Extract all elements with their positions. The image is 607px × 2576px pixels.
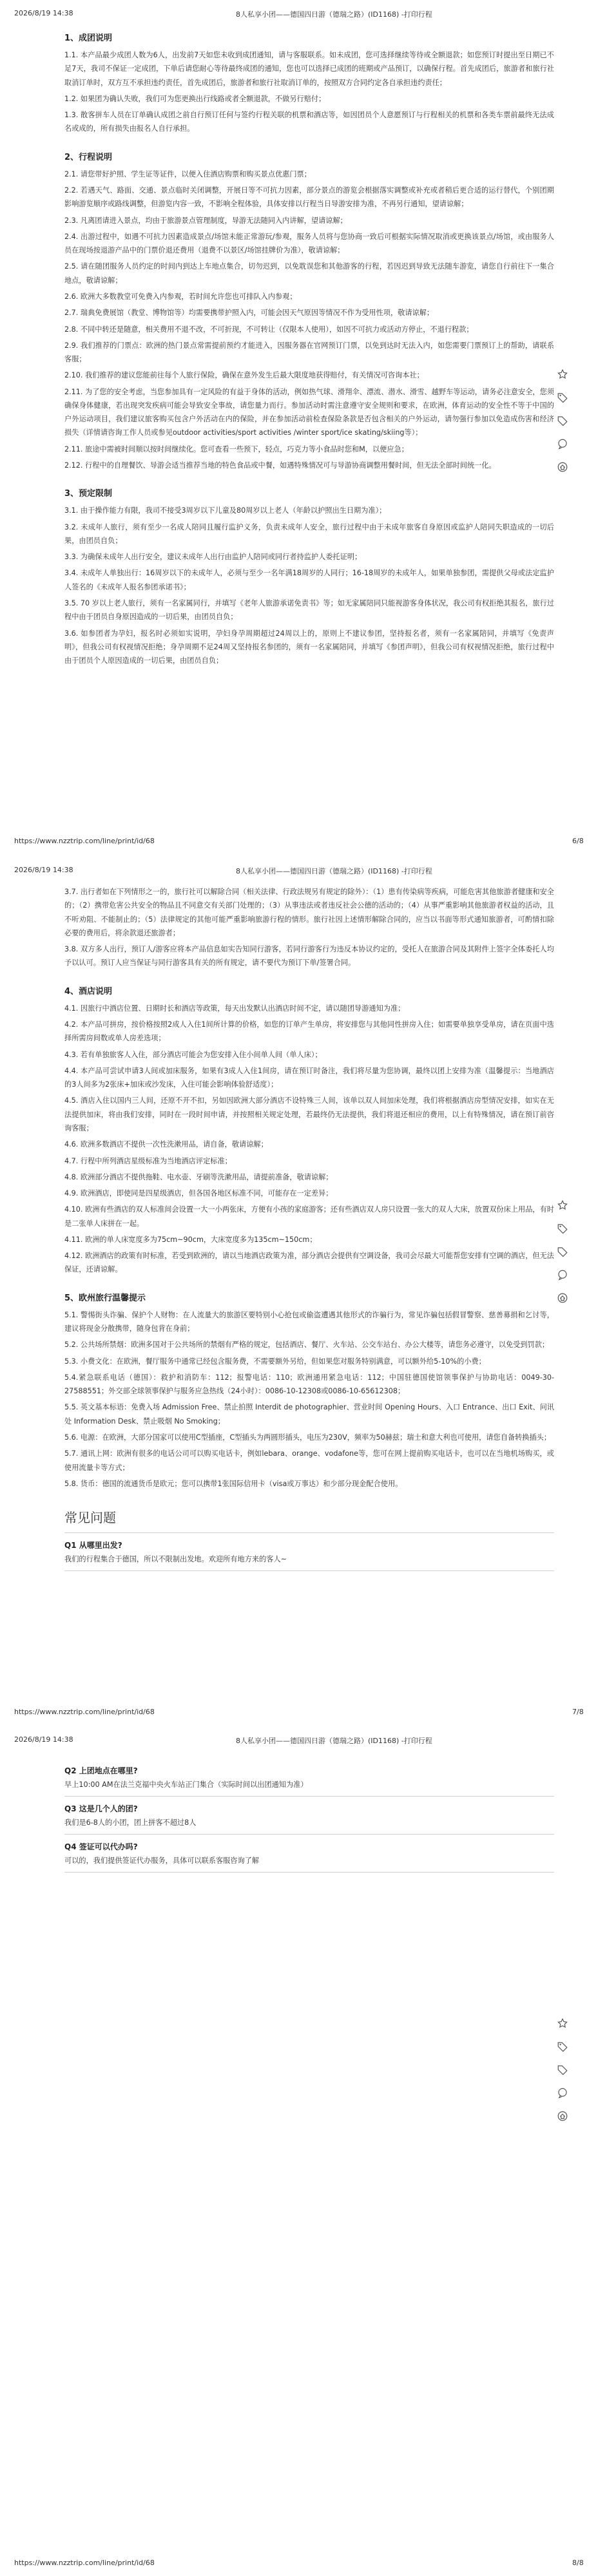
s4-item: 4.9. 欧洲酒店，即使同是四星级酒店，但各国各地区标准不同，可能存在一定差异；	[64, 1189, 333, 1198]
star-icon[interactable]	[555, 1198, 570, 1212]
tag-icon[interactable]	[555, 1221, 570, 1236]
s5-item: 5.4.紧急联系电话（德国）：救护和消防车：112；报警电话：110；欧洲通用紧急电话：112；中国驻德国使馆领事保护与协助电话：0049-30-27588551；外交部全球领事保护与服务应急热线（24小时）：0086-10-12308或0086-10-65612308；	[64, 1373, 554, 1396]
page-7-body	[64, 885, 554, 1576]
section-4-title: 4、酒店说明	[64, 986, 113, 997]
s2-item: 2.1. 请您带好护照、学生证等证件，以便入住酒店购票和购买景点优惠门票；	[64, 169, 311, 178]
print-url: https://www.nzztrip.com/line/print/id/68	[14, 1708, 155, 1716]
home-icon[interactable]	[555, 460, 570, 474]
side-toolbar-3	[554, 2016, 571, 2123]
s2-item: 2.3. 凡离团请进入景点，均由于旅游景点管理制度，导游无法随同入内讲解，望请谅解；	[64, 216, 347, 225]
page-8-body	[64, 1759, 554, 1878]
page-number: 7/8	[572, 1708, 584, 1716]
faq-answer: 我们的行程集合于德国，所以不限制出发地。欢迎所有地方来的客人~	[64, 1555, 287, 1564]
s4-item: 4.12. 欧洲酒店的政策有时标准，若受到欧洲的，请以当地酒店政策为准，部分酒店会提供有空调设备，我司会尽最大可能帮您安排有空调的酒店，但无法保证，还请谅解。	[64, 1252, 554, 1274]
s5-item: 5.7. 通讯上网：欧洲有很多的电话公司可以购买电话卡，例如lebara、orange、vodafone等，您可在网上提前购买电话卡，也可以在当地机场购买，或使用流量卡等方式；	[64, 1449, 554, 1472]
home-icon[interactable]	[555, 1291, 570, 1305]
side-toolbar-1	[554, 367, 571, 474]
s2-item: 2.7. 瑞典免费展馆（教堂、博物馆等）均需要携带护照入内，可能会因天气原因等情况不作为受用性项，敬请谅解；	[64, 309, 434, 318]
s4-item: 4.6. 欧洲多数酒店不提供一次性洗漱用品，请自备，敬请谅解；	[64, 1140, 268, 1149]
s3-item: 3.4. 未成年人单独出行：16周岁以下的未成年人，必须与至少一名年满18周岁的人同行；16-18周岁的未成年人，如果单独参团，需提供父母或法定监护人签名的《未成年人报名参团承诺书》；	[64, 569, 554, 591]
faq-answer: 我们是6-8人的小团，团上拼客不超过8人	[64, 1818, 197, 1827]
s4-item: 4.4. 本产品可尝试申请3人间或加床服务，如果有3成人入住1间房，请在预订时备注，我们将尽量为您协调，最终以团上安排为准（温馨提示：当地酒店的3人间多为2张床+加床或沙发床，入住可能会影响体验舒适度）；	[64, 1066, 554, 1089]
tag-icon[interactable]	[555, 390, 570, 405]
page-number: 8/8	[572, 2559, 584, 2567]
s4-item: 4.7. 行程中所列酒店星级标准为当地酒店评定标准；	[64, 1156, 232, 1165]
s2-item: 2.12. 行程中的自理餐饮、导游会适当推荐当地的特色食品或中餐，如遇特殊情况可与导游协商调整用餐时间，但无法全部时间统一化。	[64, 461, 496, 470]
s5-item: 5.6. 电源：在欧洲，大部分国家可以使用C型插座，C型插头为两圆形插头，电压为230V，频率为50赫兹；瑞士和意大利也可使用，请您自备转换插头；	[64, 1433, 552, 1442]
s4-item: 4.5. 酒店入住以国内三人间，还原不开不扣，另如因欧洲大部分酒店不设特殊三人间，该单以双人间加床处理，我们将根据酒店房型情况安排，如实在无法提供加床，将由我们安排，同时在一段时间申请，并按照相关规定处理，若最终仍无法提供，我们将退还相应的费用，以上有特殊情况，请在预订前咨询客服；	[64, 1096, 554, 1132]
s3-item: 3.3. 为确保未成年人出行安全，建议未成年人出行由监护人陪同或同行者持监护人委托证明；	[64, 553, 362, 562]
s3-item: 3.1. 由于操作能力有限，我司不接受3周岁以下儿童及80周岁以上老人（年龄以护照出生日期为准）；	[64, 506, 387, 515]
faq-question: Q2 上团地点在哪里?	[64, 1766, 138, 1775]
section-1-title: 1、成团说明	[64, 33, 113, 43]
s2-item: 2.10. 我们推荐的建议您能前往每个人旅行保险，确保在意外发生后最大限度地获得赔付，有关情况可咨询本社；	[64, 371, 424, 380]
print-url: https://www.nzztrip.com/line/print/id/68	[14, 2559, 155, 2567]
s5-item: 5.2. 公共场所禁烟：欧洲多国对于公共场所的禁烟有严格的规定，包括酒店、餐厅、火车站、公交车站台、办公大楼等，请您务必遵守，以免受到罚款；	[64, 1340, 550, 1350]
page-6-body	[64, 31, 554, 670]
section-2-title: 2、行程说明	[64, 152, 113, 162]
s5-item: 5.3. 小费文化：在欧洲，餐厅服务中通常已经包含服务费，不需要额外另给，但如果您对服务特别满意，可以额外给5-10%的小费；	[64, 1357, 486, 1366]
s1-item: 1.2. 如果团为确认失败，我们可为您更换出行线路或者全额退款，不做另行赔付；	[64, 94, 326, 103]
print-title: 8人私享小团——德国四日游（德瑞之路）(ID1168) -打印行程	[236, 867, 432, 875]
faq-title: 常见问题	[64, 1510, 116, 1526]
s4-item: 4.11. 欧洲的单人床宽度多为75cm~90cm，大床宽度多为135cm~150cm；	[64, 1235, 317, 1244]
s5-item: 5.5. 英文基本标语：免费入场 Admission Free、禁止拍照 Interdit de photographier、营业时间 Opening Hours、入口 Entrance、出口 Exit、问讯处 Information Desk、禁止吸烟 No Smoking；	[64, 1403, 554, 1426]
star-icon[interactable]	[555, 367, 570, 381]
s4-item: 4.3. 若有单独旅客人入住，部分酒店可能会为您安排入住小间单人间（单人床）；	[64, 1050, 322, 1059]
divider	[64, 1532, 554, 1533]
section-5-title: 5、欧州旅行温馨提示	[64, 1293, 146, 1303]
s5-item: 5.8. 货币：德国的流通货币是欧元；您可以携带1张国际信用卡（visa或万事达）和少部分现金配合使用。	[64, 1479, 403, 1488]
tag-icon-2[interactable]	[555, 1245, 570, 1259]
divider	[64, 1570, 554, 1571]
s5-item: 5.1. 警惕街头诈骗、保护个人财物：在人流量大的旅游区要特别小心抢包或偷盗遭遇其他形式的诈骗行为，常见诈骗包括假冒警察、慈善募捐和乞讨等，建议将现金分散携带，随身包背在身前；	[64, 1310, 554, 1333]
side-toolbar-2	[554, 1198, 571, 1305]
s2-item: 2.11. 为了您的安全考虑，当您参加具有一定风险的有益于身体的活动，例如热气球、滑翔伞、漂流、潜水、滑雪、越野车等运动，请务必注意安全，您须确保身体健康，若出现突发疾病可能会导致安全事故，请您量力而行。参加活动时需注意遵守安全规则和要求，在欧洲，体育运动的安全性不等于中国的户外运动项目，我们建议旅客购买包含户外活动在内的保险，并在参加活动前检查保险条款是否包含相关的户外运动，请勿强行参加以免造成伤害和经济损失（详情请咨询工作人员或参见outdoor activities/sport activities /winter sport/ice skating/skiing等）；	[64, 387, 554, 437]
print-url: https://www.nzztrip.com/line/print/id/68	[14, 837, 155, 845]
star-icon[interactable]	[555, 2016, 570, 2030]
s4-item: 4.1. 因旅行中酒店位置、日期时长和酒店等政策，每天出发默认出酒店时间不定，请以随团导游通知为准；	[64, 1004, 405, 1013]
faq-question: Q3 这是几个人的团?	[64, 1804, 138, 1814]
s3-item: 3.2. 未成年人旅行，须有至少一名成人陪同且履行监护义务，负责未成年人安全，旅行过程中由于未成年旅客自身原因或监护人陪同失职造成的一切后果，由团员自负；	[64, 522, 554, 545]
print-title: 8人私享小团——德国四日游（德瑞之路）(ID1168) -打印行程	[236, 1737, 432, 1745]
page-number: 6/8	[572, 837, 584, 845]
print-title: 8人私享小团——德国四日游（德瑞之路）(ID1168) -打印行程	[236, 10, 432, 19]
s1-item: 1.1. 本产品最少成团人数为6人，出发前7天如您未收到成团通知，请与客服联系。如未成团，您可选择继续等待或全额退款；如您预订时提出至日期已不足7天，我司不保证一定成团，下单后请您耐心等待最终成团的通知，您也可以选择已成团的班期或产品预订，以确保行程。首先成团后，旅游者和旅行社取消订单时，双方互不承担违约责任，首先成团后，旅游者和旅行社取消订单的，按照双方合同约定各自承担违约责任；	[64, 51, 554, 87]
s3-item: 3.7. 出行者如在下列情形之一的，旅行社可以解除合同（相关法律、行政法规另有规定的除外）：（1）患有传染病等疾病，可能危害其他旅游者健康和安全的；（2）携带危害公共安全的物品且不同意交有关部门处理的；（3）从事违法或者违反社会公德的活动的；（4）从事严重影响其他旅游者权益的活动，且不听劝阻、不能制止的；（5）法律规定的其他可能严重影响旅游行程的情形。旅行社因上述情形解除合同的，应当以书面等形式通知旅游者，可酌情扣除必要的费用后，将余款退还旅游者；	[64, 888, 554, 937]
tag-icon-2[interactable]	[555, 414, 570, 428]
comment-icon[interactable]	[555, 437, 570, 451]
s2-item: 2.6. 欧洲大多数教堂可免费入内参观，若时间允许您也可排队入内参观；	[64, 292, 297, 301]
divider	[64, 1834, 554, 1835]
s2-item: 2.8. 不同中转还是随意，相关费用不退不改，不可折现，不可转让（仅限本人使用），如因不可抗力或活动方停止，不退行程款；	[64, 325, 474, 334]
print-date: 2026/8/19 14:38	[14, 9, 73, 17]
divider	[64, 1872, 554, 1873]
divider	[64, 1796, 554, 1797]
print-date: 2026/8/19 14:38	[14, 1735, 73, 1744]
faq-answer: 可以的，我们提供签证代办服务，具体可以联系客服咨询了解	[64, 1856, 260, 1865]
faq-question: Q1 从哪里出发?	[64, 1541, 122, 1550]
s3-item: 3.6. 如参团者为孕妇，报名时必须如实说明，孕妇身孕周期超过24周以上的，原则上不建议参团，坚持报名者，须有一名家属陪同，并填写《免责声明》，但我公司有权视情况拒绝；身孕周期不足24周又坚持报名参团的，须有一名家属陪同，并填写《参团声明》，但我公司有权视情况拒绝，旅行过程中由于团员个人原因造成的一切后果，由团员自负；	[64, 629, 554, 665]
s2-item: 2.5. 请在随团服务人员约定的时间内到达上车地点集合，切勿迟到，以免耽误您和其他游客的行程，若因迟到导致无法随车游览，请您自行前往下一集合地点，敬请谅解；	[64, 262, 554, 285]
section-3-title: 3、预定限制	[64, 489, 113, 499]
s3-item: 3.5. 70 岁以上老人旅行，须有一名家属同行，并填写《老年人旅游承诺免责书》等；如无家属陪同只能视游客身体状况，我公司有权拒绝其报名，旅行过程中由于团员自身原因造成的一切后果，由团员自负；	[64, 599, 554, 622]
s4-item: 4.2. 本产品可拼房，按价格按照2成人入住1间所计算的价格，如您的订单产生单房，将安排您与其他同性拼房入住；如需要单独享受单房，请在页面中选择所需房间数或单人房差选项；	[64, 1020, 554, 1043]
comment-icon[interactable]	[555, 2086, 570, 2100]
faq-answer: 早上10:00 AM在法兰克福中央火车站正门集合（实际时间以出团通知为准）	[64, 1780, 308, 1789]
faq-question: Q4 签证可以代办吗?	[64, 1842, 138, 1852]
home-icon[interactable]	[555, 2109, 570, 2123]
s1-item: 1.3. 散客拼车人员在订单确认成团之前自行预订任何与签约行程关联的机票和酒店等，如因团员个人意愿预订与行程相关的机票和各类车票前最终无法成名或成的，所有损失由报名人自行承担。	[64, 111, 554, 133]
s2-item: 2.11. 旅途中需被时间顺以按时间继续化。您可查看一些预下，轻点，巧克力等小食品时您和M，以便应急；	[64, 444, 409, 453]
tag-icon-2[interactable]	[555, 2063, 570, 2077]
s4-item: 4.10. 欧洲有些酒店的双人标准间会设置一大一小两张床，方便有小孩的家庭游客；还有些酒店双人房只设置一张大的双人大床，放置双份床上用品，有时是二张单人床拼在一起。	[64, 1205, 554, 1228]
tag-icon[interactable]	[555, 2039, 570, 2054]
print-date: 2026/8/19 14:38	[14, 866, 73, 874]
s3-item: 3.8. 双方多人出行，预订人/游客应将本产品信息如实告知同行游客，若同行游客行为违反本协议约定的，受托人在旅游合同及其附件上签字全体委托人均予以认可。预订人应当保证与同行游客具有关的所有规定，请不要代为预订下单/签署合同。	[64, 945, 554, 968]
s4-item: 4.8. 欧洲部分酒店不提供拖鞋、电水壶、牙刷等洗漱用品，请提前准备，敬请谅解；	[64, 1172, 333, 1181]
s2-item: 2.4. 出游过程中，如遇不可抗力因素造成景点/场馆未能正常游玩/参观，服务人员将与您协商一致后可根据实际情况取消或更换该景点/场馆，或由服务人员在现场按退游产品中的门票价退还费用（退费不以景区/场馆挂牌价为准），敬请谅解；	[64, 232, 554, 255]
s2-item: 2.9. 我们推荐的门票点：欧洲的热门景点常需提前预约才能进入，因服务器在官网预订门票，以免到达时无法入内，如您需要门票预订上的帮助，请联系客服；	[64, 341, 554, 364]
s2-item: 2.2. 若遇天气、路面、交通、景点临时关闭调整，开展日等不可抗力因素，部分景点的游览会根据落实调整或补充或者稍后更合适的运行替代，个别团期影响游览顺序或路线调整，但游览内容一致，不影响全程体验，具体安排以行程当日导游安排为准，不再另行通知，望请谅解；	[64, 186, 554, 209]
comment-icon[interactable]	[555, 1268, 570, 1282]
